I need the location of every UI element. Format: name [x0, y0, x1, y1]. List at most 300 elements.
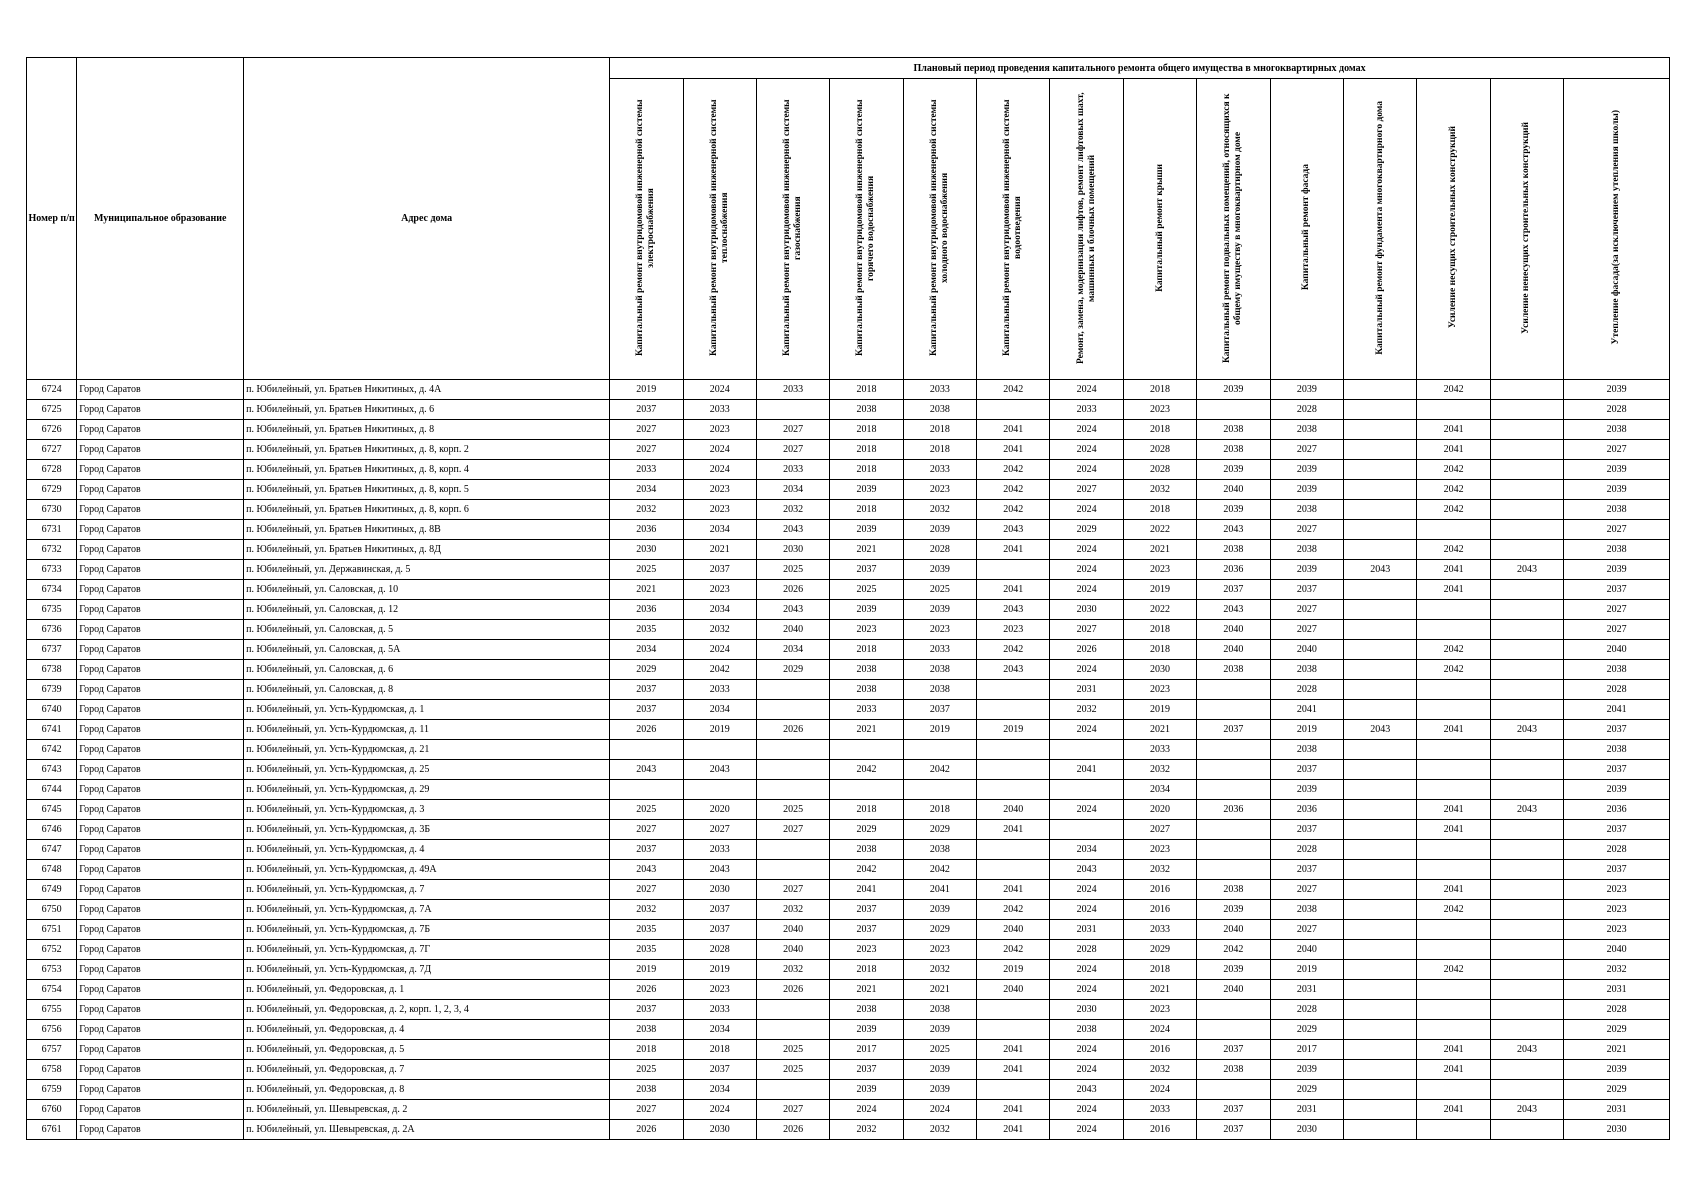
row-year-cell — [1344, 440, 1417, 460]
row-year-cell — [1344, 600, 1417, 620]
row-year-cell: 2038 — [903, 400, 976, 420]
row-year-cell — [1344, 520, 1417, 540]
row-year-cell — [1417, 520, 1490, 540]
row-year-cell: 2041 — [1417, 1040, 1490, 1060]
row-year-cell: 2042 — [830, 860, 903, 880]
row-year-cell: 2030 — [1270, 1120, 1343, 1140]
row-municipality: Город Саратов — [77, 720, 244, 740]
row-year-cell: 2018 — [1123, 640, 1196, 660]
row-year-cell: 2039 — [1564, 480, 1670, 500]
row-year-cell: 2033 — [903, 640, 976, 660]
row-year-cell: 2028 — [1564, 1000, 1670, 1020]
row-year-cell: 2041 — [830, 880, 903, 900]
row-year-cell: 2034 — [683, 520, 756, 540]
row-year-cell — [1344, 640, 1417, 660]
table-row — [27, 760, 1670, 780]
row-year-cell — [1050, 780, 1123, 800]
row-year-cell: 2043 — [1050, 860, 1123, 880]
row-year-cell: 2025 — [903, 580, 976, 600]
row-year-cell: 2018 — [830, 380, 903, 400]
table-row — [27, 440, 1670, 460]
row-year-cell: 2032 — [1564, 960, 1670, 980]
row-year-cell: 2040 — [1197, 920, 1270, 940]
row-year-cell — [756, 680, 829, 700]
row-year-cell: 2030 — [1050, 600, 1123, 620]
row-year-cell: 2024 — [1050, 1040, 1123, 1060]
row-year-cell: 2025 — [756, 800, 829, 820]
row-year-cell — [610, 780, 683, 800]
row-year-cell — [1344, 960, 1417, 980]
row-year-cell — [1490, 640, 1563, 660]
row-year-cell: 2043 — [1490, 720, 1563, 740]
row-year-cell: 2024 — [1050, 660, 1123, 680]
header-work-label: Капитальный ремонт внутридомовой инженерной системы теплоснабжения — [708, 99, 730, 356]
row-year-cell: 2027 — [610, 880, 683, 900]
row-year-cell: 2023 — [903, 620, 976, 640]
table-body — [27, 380, 1670, 1140]
row-year-cell — [1490, 1000, 1563, 1020]
row-municipality: Город Саратов — [77, 1040, 244, 1060]
row-year-cell — [683, 740, 756, 760]
row-year-cell: 2018 — [1123, 420, 1196, 440]
row-year-cell: 2029 — [1050, 520, 1123, 540]
table-row — [27, 880, 1670, 900]
row-number: 6760 — [27, 1100, 77, 1120]
row-year-cell — [1490, 1020, 1563, 1040]
row-year-cell: 2038 — [830, 400, 903, 420]
row-year-cell: 2033 — [683, 680, 756, 700]
row-year-cell: 2018 — [1123, 620, 1196, 640]
row-year-cell — [1344, 620, 1417, 640]
row-year-cell — [1344, 1000, 1417, 1020]
row-year-cell: 2040 — [1270, 640, 1343, 660]
row-year-cell: 2039 — [1197, 900, 1270, 920]
row-year-cell: 2037 — [1270, 820, 1343, 840]
row-address: п. Юбилейный, ул. Усть-Курдюмская, д. 49А — [244, 860, 610, 880]
header-work-label: Капитальный ремонт крыши — [1154, 163, 1165, 292]
row-number: 6724 — [27, 380, 77, 400]
row-year-cell: 2027 — [1123, 820, 1196, 840]
row-year-cell: 2033 — [610, 460, 683, 480]
row-year-cell: 2039 — [903, 1060, 976, 1080]
row-year-cell: 2029 — [1270, 1080, 1343, 1100]
row-number: 6748 — [27, 860, 77, 880]
row-year-cell — [1197, 700, 1270, 720]
header-work-label: Капитальный ремонт внутридомовой инженерной системы электроснабжения — [635, 99, 657, 356]
row-year-cell — [903, 780, 976, 800]
table-row — [27, 960, 1670, 980]
row-address: п. Юбилейный, ул. Саловская, д. 6 — [244, 660, 610, 680]
table-row — [27, 560, 1670, 580]
row-year-cell: 2024 — [683, 460, 756, 480]
row-year-cell: 2021 — [830, 980, 903, 1000]
row-year-cell: 2037 — [610, 1000, 683, 1020]
table-row — [27, 520, 1670, 540]
row-year-cell: 2021 — [830, 540, 903, 560]
row-year-cell: 2034 — [756, 640, 829, 660]
row-year-cell: 2031 — [1050, 680, 1123, 700]
row-address: п. Юбилейный, ул. Шевыревская, д. 2 — [244, 1100, 610, 1120]
table-row — [27, 540, 1670, 560]
row-year-cell: 2041 — [1417, 820, 1490, 840]
row-year-cell: 2033 — [1123, 1100, 1196, 1120]
row-municipality: Город Саратов — [77, 820, 244, 840]
row-year-cell: 2027 — [1270, 600, 1343, 620]
row-year-cell — [977, 700, 1050, 720]
row-year-cell: 2043 — [683, 860, 756, 880]
row-year-cell: 2040 — [1197, 480, 1270, 500]
row-year-cell: 2039 — [1197, 960, 1270, 980]
row-year-cell — [1490, 540, 1563, 560]
row-year-cell: 2036 — [1564, 800, 1670, 820]
row-year-cell: 2017 — [1270, 1040, 1343, 1060]
row-year-cell: 2018 — [830, 420, 903, 440]
row-year-cell: 2029 — [1564, 1080, 1670, 1100]
row-year-cell: 2037 — [1564, 860, 1670, 880]
row-year-cell: 2041 — [903, 880, 976, 900]
row-year-cell — [1417, 920, 1490, 940]
row-year-cell: 2035 — [610, 620, 683, 640]
row-address: п. Юбилейный, ул. Саловская, д. 5А — [244, 640, 610, 660]
row-year-cell: 2041 — [1417, 720, 1490, 740]
row-number: 6752 — [27, 940, 77, 960]
row-year-cell — [1197, 1080, 1270, 1100]
row-year-cell: 2041 — [977, 1040, 1050, 1060]
row-year-cell: 2032 — [903, 1120, 976, 1140]
row-municipality: Город Саратов — [77, 500, 244, 520]
row-year-cell — [1344, 1100, 1417, 1120]
row-year-cell: 2028 — [1050, 940, 1123, 960]
row-year-cell: 2042 — [1417, 660, 1490, 680]
row-year-cell: 2027 — [1270, 440, 1343, 460]
row-municipality: Город Саратов — [77, 940, 244, 960]
row-number: 6743 — [27, 760, 77, 780]
row-year-cell: 2039 — [1270, 1060, 1343, 1080]
row-number: 6751 — [27, 920, 77, 940]
row-year-cell: 2016 — [1123, 880, 1196, 900]
row-year-cell: 2024 — [683, 1100, 756, 1120]
header-work-3 — [756, 79, 829, 380]
row-year-cell: 2023 — [830, 940, 903, 960]
row-year-cell — [756, 780, 829, 800]
row-year-cell: 2039 — [1197, 380, 1270, 400]
header-work-1 — [610, 79, 683, 380]
row-year-cell: 2042 — [683, 660, 756, 680]
row-year-cell — [1490, 600, 1563, 620]
row-year-cell: 2033 — [1050, 400, 1123, 420]
row-year-cell: 2040 — [1197, 640, 1270, 660]
row-year-cell: 2038 — [903, 840, 976, 860]
row-year-cell: 2027 — [610, 820, 683, 840]
row-year-cell: 2038 — [830, 680, 903, 700]
row-number: 6733 — [27, 560, 77, 580]
row-municipality: Город Саратов — [77, 580, 244, 600]
row-year-cell: 2029 — [610, 660, 683, 680]
header-work-label: Усиление ненесущих строительных конструкций — [1521, 121, 1532, 334]
row-year-cell: 2025 — [903, 1040, 976, 1060]
row-address: п. Юбилейный, ул. Братьев Никитиных, д. 8Д — [244, 540, 610, 560]
row-municipality: Город Саратов — [77, 1080, 244, 1100]
row-year-cell: 2023 — [1123, 680, 1196, 700]
row-year-cell: 2037 — [1270, 860, 1343, 880]
table-row — [27, 820, 1670, 840]
row-year-cell: 2037 — [683, 920, 756, 940]
row-municipality: Город Саратов — [77, 380, 244, 400]
row-year-cell — [1344, 900, 1417, 920]
row-year-cell: 2024 — [1050, 1100, 1123, 1120]
row-year-cell: 2041 — [1417, 1060, 1490, 1080]
row-year-cell — [1490, 380, 1563, 400]
row-year-cell — [1490, 500, 1563, 520]
row-year-cell — [977, 760, 1050, 780]
header-work-label: Капитальный ремонт внутридомовой инженерной системы холодного водоснабжения — [928, 99, 950, 356]
row-municipality: Город Саратов — [77, 420, 244, 440]
row-address: п. Юбилейный, ул. Усть-Курдюмская, д. 3 — [244, 800, 610, 820]
row-year-cell — [903, 740, 976, 760]
row-year-cell: 2042 — [977, 460, 1050, 480]
table-row — [27, 500, 1670, 520]
row-year-cell: 2025 — [756, 560, 829, 580]
row-year-cell: 2038 — [830, 660, 903, 680]
row-year-cell: 2034 — [683, 600, 756, 620]
row-municipality: Город Саратов — [77, 660, 244, 680]
row-number: 6736 — [27, 620, 77, 640]
row-year-cell — [756, 760, 829, 780]
table-row — [27, 900, 1670, 920]
header-work-11 — [1344, 79, 1417, 380]
row-number: 6761 — [27, 1120, 77, 1140]
header-address: Адрес дома — [244, 58, 610, 380]
row-year-cell: 2019 — [903, 720, 976, 740]
row-year-cell — [1417, 980, 1490, 1000]
row-address: п. Юбилейный, ул. Саловская, д. 8 — [244, 680, 610, 700]
row-year-cell — [1344, 420, 1417, 440]
row-address: п. Юбилейный, ул. Усть-Курдюмская, д. 7 — [244, 880, 610, 900]
row-address: п. Юбилейный, ул. Федоровская, д. 2, корп. 1, 2, 3, 4 — [244, 1000, 610, 1020]
row-year-cell: 2023 — [683, 420, 756, 440]
row-year-cell: 2019 — [610, 960, 683, 980]
row-year-cell: 2018 — [903, 440, 976, 460]
row-year-cell: 2027 — [1050, 620, 1123, 640]
row-number: 6746 — [27, 820, 77, 840]
row-year-cell: 2037 — [830, 900, 903, 920]
row-year-cell — [1417, 940, 1490, 960]
row-year-cell — [1490, 940, 1563, 960]
row-year-cell: 2041 — [977, 540, 1050, 560]
row-year-cell: 2037 — [1197, 1120, 1270, 1140]
row-municipality: Город Саратов — [77, 980, 244, 1000]
row-address: п. Юбилейный, ул. Братьев Никитиных, д. 8, корп. 6 — [244, 500, 610, 520]
row-year-cell: 2042 — [977, 480, 1050, 500]
row-year-cell: 2028 — [683, 940, 756, 960]
table-row — [27, 780, 1670, 800]
row-year-cell: 2024 — [1050, 460, 1123, 480]
row-year-cell: 2029 — [1564, 1020, 1670, 1040]
row-year-cell: 2042 — [1417, 500, 1490, 520]
row-year-cell — [1344, 540, 1417, 560]
table-row — [27, 600, 1670, 620]
row-year-cell: 2035 — [610, 920, 683, 940]
row-year-cell: 2025 — [756, 1040, 829, 1060]
row-year-cell — [1417, 600, 1490, 620]
row-address: п. Юбилейный, ул. Усть-Курдюмская, д. 4 — [244, 840, 610, 860]
row-year-cell — [1344, 780, 1417, 800]
row-year-cell: 2040 — [756, 940, 829, 960]
row-year-cell: 2041 — [1417, 1100, 1490, 1120]
table-row — [27, 940, 1670, 960]
row-year-cell: 2037 — [903, 700, 976, 720]
row-year-cell — [1417, 760, 1490, 780]
row-year-cell: 2018 — [830, 440, 903, 460]
row-year-cell: 2028 — [903, 540, 976, 560]
row-year-cell: 2026 — [610, 1120, 683, 1140]
row-year-cell — [1197, 820, 1270, 840]
row-number: 6747 — [27, 840, 77, 860]
row-year-cell: 2030 — [683, 880, 756, 900]
row-address: п. Юбилейный, ул. Саловская, д. 5 — [244, 620, 610, 640]
row-year-cell — [756, 1080, 829, 1100]
row-year-cell: 2042 — [1417, 480, 1490, 500]
row-year-cell — [1490, 700, 1563, 720]
row-year-cell: 2040 — [977, 980, 1050, 1000]
table-row — [27, 640, 1670, 660]
row-year-cell — [1344, 940, 1417, 960]
row-address: п. Юбилейный, ул. Усть-Курдюмская, д. 21 — [244, 740, 610, 760]
header-work-10 — [1270, 79, 1343, 380]
row-municipality: Город Саратов — [77, 960, 244, 980]
row-year-cell: 2019 — [1123, 700, 1196, 720]
row-year-cell — [1344, 1060, 1417, 1080]
row-year-cell: 2027 — [1050, 480, 1123, 500]
row-year-cell: 2034 — [610, 480, 683, 500]
row-year-cell: 2039 — [1270, 480, 1343, 500]
row-year-cell: 2034 — [1123, 780, 1196, 800]
row-year-cell — [1490, 580, 1563, 600]
row-year-cell — [1344, 680, 1417, 700]
row-year-cell: 2023 — [683, 580, 756, 600]
row-year-cell: 2036 — [1270, 800, 1343, 820]
row-year-cell — [1197, 680, 1270, 700]
row-year-cell: 2025 — [610, 800, 683, 820]
row-year-cell: 2041 — [1564, 700, 1670, 720]
row-year-cell: 2028 — [1564, 680, 1670, 700]
row-year-cell — [1417, 840, 1490, 860]
row-year-cell — [1490, 680, 1563, 700]
row-year-cell — [1344, 740, 1417, 760]
row-year-cell: 2018 — [610, 1040, 683, 1060]
row-year-cell: 2039 — [903, 600, 976, 620]
row-year-cell: 2024 — [1050, 420, 1123, 440]
row-year-cell: 2023 — [1123, 560, 1196, 580]
row-year-cell: 2032 — [903, 960, 976, 980]
row-year-cell: 2039 — [1564, 460, 1670, 480]
row-address: п. Юбилейный, ул. Усть-Курдюмская, д. 7Б — [244, 920, 610, 940]
row-year-cell — [1490, 880, 1563, 900]
row-year-cell: 2024 — [1050, 1120, 1123, 1140]
row-year-cell: 2033 — [903, 460, 976, 480]
row-address: п. Юбилейный, ул. Саловская, д. 12 — [244, 600, 610, 620]
row-year-cell: 2040 — [1197, 980, 1270, 1000]
row-year-cell: 2028 — [1270, 840, 1343, 860]
row-year-cell — [977, 1080, 1050, 1100]
header-work-12 — [1417, 79, 1490, 380]
row-year-cell: 2019 — [610, 380, 683, 400]
row-year-cell: 2042 — [1417, 380, 1490, 400]
table-row — [27, 620, 1670, 640]
row-year-cell: 2019 — [1270, 960, 1343, 980]
header-work-label: Ремонт, замена, модернизация лифтов, ремонт лифтовых шахт, машинных и блочных помещений — [1075, 91, 1097, 364]
row-year-cell: 2042 — [1417, 900, 1490, 920]
row-year-cell: 2038 — [1050, 1020, 1123, 1040]
row-year-cell: 2038 — [1270, 500, 1343, 520]
row-year-cell: 2019 — [1123, 580, 1196, 600]
row-year-cell — [1490, 780, 1563, 800]
row-year-cell: 2037 — [610, 680, 683, 700]
row-year-cell: 2024 — [830, 1100, 903, 1120]
row-year-cell: 2043 — [977, 600, 1050, 620]
row-year-cell: 2038 — [1270, 900, 1343, 920]
row-year-cell — [1344, 840, 1417, 860]
row-year-cell: 2038 — [1270, 660, 1343, 680]
row-year-cell: 2041 — [1417, 800, 1490, 820]
row-year-cell: 2033 — [903, 380, 976, 400]
row-year-cell: 2041 — [977, 880, 1050, 900]
row-year-cell: 2029 — [903, 920, 976, 940]
row-year-cell: 2042 — [1417, 640, 1490, 660]
row-year-cell — [1490, 620, 1563, 640]
row-year-cell: 2024 — [1050, 440, 1123, 460]
row-year-cell: 2023 — [1564, 880, 1670, 900]
row-year-cell: 2034 — [683, 1080, 756, 1100]
row-year-cell — [830, 780, 903, 800]
table-row — [27, 680, 1670, 700]
row-year-cell: 2024 — [1050, 1060, 1123, 1080]
row-year-cell — [756, 700, 829, 720]
row-year-cell — [1490, 840, 1563, 860]
row-year-cell: 2039 — [1270, 380, 1343, 400]
row-year-cell: 2027 — [756, 440, 829, 460]
row-number: 6738 — [27, 660, 77, 680]
header-work-label: Капитальный ремонт фасада — [1301, 164, 1312, 291]
row-address: п. Юбилейный, ул. Федоровская, д. 5 — [244, 1040, 610, 1060]
row-year-cell — [1344, 460, 1417, 480]
row-address: п. Юбилейный, ул. Усть-Курдюмская, д. 25 — [244, 760, 610, 780]
row-address: п. Юбилейный, ул. Федоровская, д. 4 — [244, 1020, 610, 1040]
row-year-cell: 2039 — [1564, 780, 1670, 800]
row-year-cell — [977, 860, 1050, 880]
row-year-cell: 2037 — [610, 400, 683, 420]
row-year-cell: 2033 — [683, 400, 756, 420]
row-year-cell: 2039 — [1564, 380, 1670, 400]
row-year-cell — [1197, 860, 1270, 880]
row-year-cell — [1197, 760, 1270, 780]
table-row — [27, 720, 1670, 740]
row-year-cell: 2032 — [903, 500, 976, 520]
header-work-label: Капитальный ремонт внутридомовой инженерной системы газоснабжения — [782, 99, 804, 356]
row-year-cell: 2029 — [903, 820, 976, 840]
row-year-cell — [1490, 860, 1563, 880]
row-year-cell: 2038 — [1270, 420, 1343, 440]
row-year-cell: 2031 — [1564, 980, 1670, 1000]
row-year-cell — [1417, 700, 1490, 720]
header-work-9 — [1197, 79, 1270, 380]
row-year-cell: 2032 — [610, 900, 683, 920]
row-year-cell: 2028 — [1564, 840, 1670, 860]
row-municipality: Город Саратов — [77, 1120, 244, 1140]
row-year-cell: 2027 — [610, 1100, 683, 1120]
row-year-cell: 2037 — [610, 700, 683, 720]
row-year-cell: 2041 — [1270, 700, 1343, 720]
